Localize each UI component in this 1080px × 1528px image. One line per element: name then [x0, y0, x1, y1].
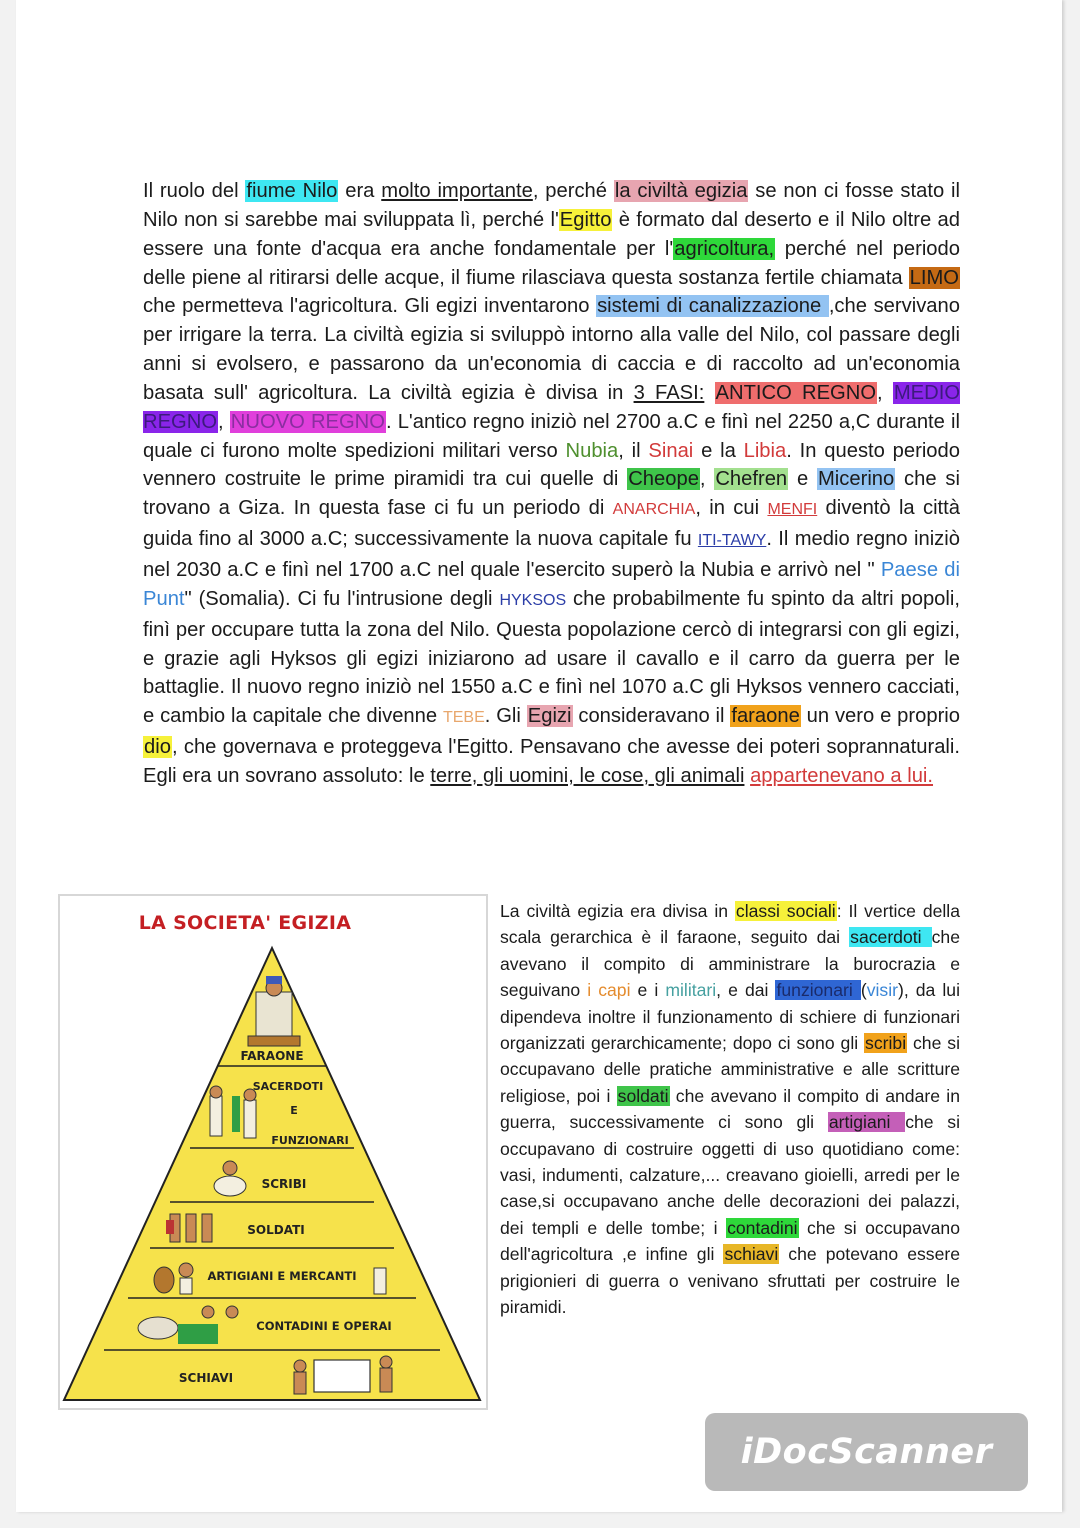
colored-nubia: Nubia: [565, 439, 619, 462]
text-run: perché nel periodo delle piene al ritirarsi delle acque, il fiume rilasciava questa sostanza fertile chiamata: [143, 237, 960, 289]
highlight-chefren: Chefren: [715, 468, 788, 491]
idocscanner-watermark: iDocScanner: [705, 1413, 1028, 1491]
text-run: : Il vertice della scala gerarchica è il faraone, seguito dai: [500, 901, 960, 948]
text-run: consideravano il: [572, 705, 731, 728]
text-run: diventò la città guida fino al 3000 a.C; successivamente la nuova capitale fu: [143, 497, 960, 551]
colored-hyksos: HYKSOS: [499, 591, 567, 609]
highlight-contadini: contadini: [727, 1217, 798, 1238]
level-e: E: [290, 1104, 298, 1117]
text-run: . Il medio regno iniziò nel 2030 a.C e finì nel 1700 a.C nel quale l'esercito superò la Nubia e arrivò nel ": [143, 528, 960, 581]
colored-capi: i capi: [587, 980, 631, 1001]
text-run: ,: [699, 468, 715, 491]
colored-visir: visir: [866, 980, 898, 1001]
text-run: La civiltà egizia era divisa in: [500, 901, 735, 921]
highlight-medio-regno: MEDIO REGNO: [143, 381, 961, 433]
pyramid-title: LA SOCIETA' EGIZIA: [138, 912, 352, 934]
highlight-egitto: Egitto: [559, 208, 612, 231]
soldiers-figures-icon: [166, 1214, 212, 1242]
text-run: ,che servivano per irrigare la terra. La civiltà egizia si sviluppò intorno alla valle del Nilo, col passare degli anni si evolsero, e passarono da un'economia di caccia e di raccolto ad un'economia basata sull' agricoltura. La civiltà egizia è divisa in: [143, 295, 960, 404]
underline-tre-fasi: 3 FASI:: [633, 381, 705, 404]
text-run: che avevano il compito di amministrare la burocrazia e seguivano: [500, 927, 960, 1001]
text-run: . Gli: [484, 705, 527, 728]
highlight-egizi: Egizi: [527, 705, 572, 728]
text-run: un vero e proprio: [800, 705, 961, 728]
colored-paese-di-punt: Paese di Punt: [143, 558, 961, 610]
highlight-micerino: Micerino: [817, 468, 895, 491]
level-artigiani: ARTIGIANI E MERCANTI: [207, 1269, 357, 1283]
level-soldati: SOLDATI: [247, 1223, 305, 1237]
text-run: che potevano essere prigionieri di guerra o venivano sfruttati per costruire le piramidi.: [500, 1244, 960, 1318]
text-run: " (Somalia). Ci fu l'intrusione degli: [184, 587, 500, 610]
highlight-nuovo-regno: NUOVO REGNO: [230, 410, 385, 433]
text-run: e: [788, 468, 817, 491]
highlight-scribi: scribi: [865, 1033, 907, 1054]
highlight-schiavi: schiavi: [724, 1244, 779, 1265]
text-run: che permetteva l'agricoltura. Gli egizi inventarono: [143, 295, 597, 318]
text-run: . L'antico regno iniziò nel 2700 a.C e finì nel 2250 a,C durante il quale ci furono molte spedizioni militari verso: [143, 410, 960, 462]
colored-libia: Libia: [743, 439, 787, 462]
text-run: , e dai: [716, 980, 776, 1001]
highlight-soldati: soldati: [617, 1085, 669, 1106]
colored-sinai: Sinai: [648, 439, 694, 462]
text-run: che si occupavano delle pratiche amministrative e alle scritture religiose, poi i: [500, 1033, 960, 1106]
text-run: , che governava e proteggeva l'Egitto. Pensavano che avesse dei poteri soprannaturali. Egli era un sovrano assoluto: le: [143, 736, 960, 787]
highlight-agricoltura: agricoltura,: [674, 237, 775, 260]
text-run: (: [860, 980, 867, 1001]
underline-appartenevano: appartenevano a lui.: [750, 764, 934, 787]
level-faraone: FARAONE: [240, 1049, 304, 1063]
highlight-dio: dio: [144, 736, 171, 759]
highlight-cheope: Cheope: [628, 468, 699, 491]
highlight-limo: LIMO: [909, 266, 959, 289]
highlight-fiume-nilo: fiume Nilo: [246, 180, 338, 202]
colored-tebe: TEBE: [442, 709, 485, 727]
highlight-faraone: faraone: [731, 705, 800, 728]
underline-molto-importante: molto importante: [381, 180, 533, 202]
level-contadini: CONTADINI E OPERAI: [256, 1319, 392, 1333]
text-run: , perché: [532, 180, 614, 202]
level-funzionari: FUNZIONARI: [271, 1134, 349, 1147]
text-run: ,: [218, 410, 230, 433]
level-scribi: SCRIBI: [261, 1177, 307, 1191]
text-run: se non ci fosse stato il Nilo non si sarebbe mai sviluppata lì, perché l': [143, 180, 960, 231]
highlight-sistemi: sistemi di canalizzazione: [597, 295, 828, 318]
highlight-artigiani: artigiani: [828, 1112, 905, 1133]
text-run: che si trovano a Giza. In questa fase ci fu un periodo di: [143, 468, 960, 520]
underline-terre: terre, gli uomini, le cose, gli animali: [430, 764, 745, 787]
text-run: che si occupavano dell'agricoltura ,e infine gli: [500, 1217, 961, 1265]
colored-anarchia: ANARCHIA: [612, 501, 696, 519]
level-sacerdoti: SACERDOTI: [252, 1080, 324, 1093]
colored-iti-tawy: ITI-TAWY: [697, 532, 767, 550]
text-run: era: [338, 180, 382, 202]
text-run: , in cui: [695, 497, 768, 520]
text-run: . In questo periodo vennero costruite le prime piramidi tra cui quelle di: [143, 439, 960, 491]
text-run: che probabilmente fu spinto da altri popoli, finì per occupare tutta la zona del Nilo. Questa popolazione cercò di integrarsi con gli egizi, e grazie agli Hyksos gli egizi iniziarono ad usare il cavallo e il carro da guerra per le battaglie. Il nuovo regno iniziò nel 1550 a.C e finì nel 1070 a.C gli Hyksos vennero cacciati, e cambio la capitale che divenne: [143, 587, 960, 728]
pyramid-diagram: [60, 896, 486, 1408]
text-run: che si occupavano di costruire oggetti di uso quotidiano come: vasi, indumenti, calzature,... creavano gioielli, arredi per le case,si occupavano anche delle decorazioni dei palazzi, dei templi e delle tombe; i: [500, 1112, 960, 1238]
colored-menfi: MENFI: [767, 501, 818, 519]
highlight-sacerdoti: sacerdoti: [850, 927, 931, 948]
pyramid-figure: [58, 894, 488, 1410]
text-run: [704, 382, 714, 404]
level-schiavi: SCHIAVI: [178, 1371, 234, 1385]
colored-militari: militari: [665, 980, 717, 1001]
text-run: , il: [618, 439, 649, 462]
text-run: Il ruolo del: [143, 180, 246, 202]
highlight-civilta-egizia: la civiltà egizia: [614, 180, 748, 202]
main-paragraph: [143, 177, 960, 791]
highlight-funzionari: funzionari: [776, 980, 860, 1001]
highlight-classi-sociali: classi sociali: [735, 901, 836, 921]
text-run: che avevano il compito di andare in guerra, successivamente ci sono gli: [500, 1085, 960, 1133]
highlight-antico-regno: ANTICO REGNO: [715, 381, 877, 404]
side-paragraph: [500, 898, 960, 1321]
text-run: ,: [877, 381, 893, 404]
text-run: è formato dal deserto e il Nilo oltre ad essere una fonte d'acqua era anche fondamentale per l': [143, 208, 960, 260]
text-run: e i: [630, 980, 666, 1001]
text-run: ), da lui dipendeva inoltre il funzionamento di schiere di funzionari organizzati gerarchicamente; dopo ci sono gli: [500, 980, 960, 1054]
text-run: e la: [693, 439, 744, 462]
